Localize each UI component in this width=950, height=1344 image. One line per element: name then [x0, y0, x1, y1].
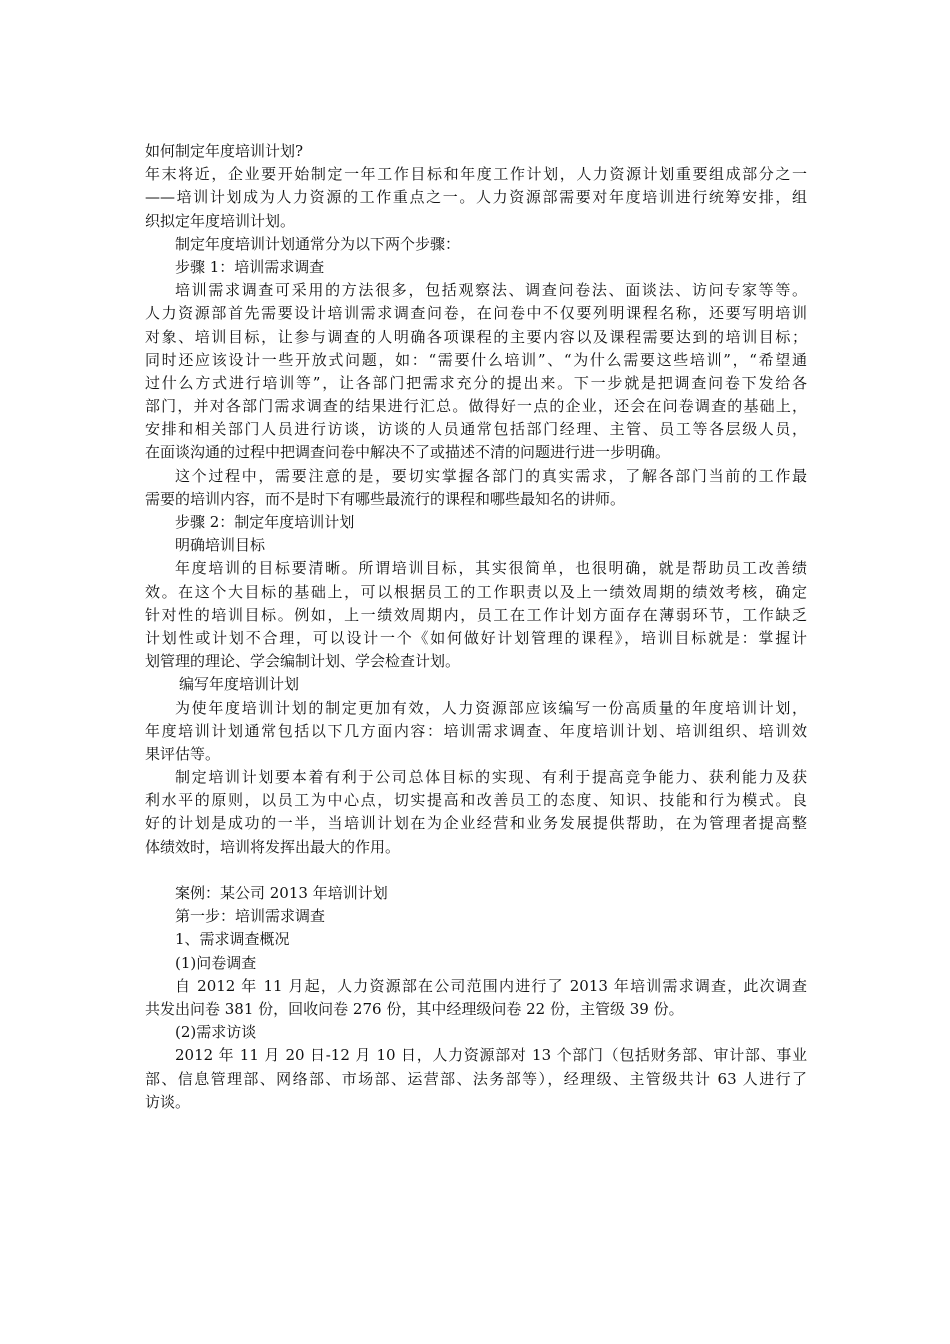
- paragraph-line: 年末将近，企业要开始制定一年工作目标和年度工作计划，人力资源计划重要组成部分之一: [145, 165, 807, 184]
- paragraph-line: 人力资源部首先需要设计培训需求调查问卷，在问卷中不仅要列明课程名称，还要写明培训: [145, 304, 807, 323]
- paragraph-line: 自 2012 年 11 月起，人力资源部在公司范围内进行了 2013 年培训需求调查，此次调查: [175, 976, 807, 995]
- document-title: 如何制定年度培训计划?: [145, 142, 304, 160]
- document-body: [145, 163, 807, 1114]
- paragraph-line: 案例：某公司 2013 年培训计划: [175, 884, 388, 902]
- paragraph-line: 织拟定年度培训计划。: [145, 211, 296, 230]
- paragraph-line: (2)需求访谈: [175, 1023, 257, 1042]
- paragraph-line: 效。在这个大目标的基础上，可以根据员工的工作职责以及上一绩效周期的绩效考核，确定: [145, 582, 807, 601]
- paragraph-line: 明确培训目标: [175, 536, 266, 555]
- paragraph-line: 对象、培训目标，让参与调查的人明确各项课程的主要内容以及课程需要达到的培训目标；: [145, 327, 807, 346]
- paragraph-line: 需要的培训内容，而不是时下有哪些最流行的课程和哪些最知名的讲师。: [145, 489, 626, 508]
- paragraph-line: ——培训计划成为人力资源的工作重点之一。人力资源部需要对年度培训进行统筹安排，组: [145, 188, 807, 207]
- paragraph-line: 同时还应该设计一些开放式问题，如：“需要什么培训”、“为什么需要这些培训”，“希望通: [145, 350, 807, 369]
- paragraph-line: 这个过程中，需要注意的是，要切实掌握各部门的真实需求，了解各部门当前的工作最: [175, 466, 807, 485]
- paragraph-line: 1、需求调查概况: [175, 930, 290, 949]
- paragraph-line: 体绩效时，培训将发挥出最大的作用。: [145, 837, 401, 856]
- paragraph-line: 部门，并对各部门需求调查的结果进行汇总。做得好一点的企业，还会在问卷调查的基础上，: [145, 397, 807, 416]
- paragraph-line: 部、信息管理部、网络部、市场部、运营部、法务部等），经理级、主管级共计 63 人进行了: [145, 1069, 807, 1088]
- paragraph-line: 编写年度培训计划: [179, 675, 300, 694]
- paragraph-line: 步骤 1：培训需求调查: [175, 257, 325, 276]
- paragraph-line: 计划性或计划不合理，可以设计一个《如何做好计划管理的课程》，培训目标就是：掌握计: [145, 628, 807, 647]
- paragraph-line: (1)问卷调查: [175, 953, 257, 972]
- paragraph-line: 果评估等。: [145, 744, 221, 763]
- paragraph-line: 制定培训计划要本着有利于公司总体目标的实现、有利于提高竞争能力、获利能力及获: [175, 768, 807, 787]
- paragraph-line: 培训需求调查可采用的方法很多，包括观察法、调查问卷法、面谈法、访问专家等等。: [175, 281, 807, 300]
- paragraph-line: 划管理的理论、学会编制计划、学会检查计划。: [145, 652, 461, 671]
- paragraph-line: 年度培训的目标要清晰。所谓培训目标，其实很简单，也很明确，就是帮助员工改善绩: [175, 559, 807, 578]
- paragraph-line: 在面谈沟通的过程中把调查问卷中解决不了或描述不清的问题进行进一步明确。: [145, 443, 671, 462]
- paragraph-line: 利水平的原则，以员工为中心点，切实提高和改善员工的态度、知识、技能和行为模式。良: [145, 791, 807, 810]
- paragraph-line: 针对性的培训目标。例如，上一绩效周期内，员工在工作计划方面存在薄弱环节，工作缺乏: [145, 605, 807, 624]
- paragraph-line: 好的计划是成功的一半，当培训计划在为企业经营和业务发展提供帮助，在为管理者提高整: [145, 814, 807, 833]
- paragraph-line: 步骤 2：制定年度培训计划: [175, 513, 355, 531]
- paragraph-line: 安排和相关部门人员进行访谈，访谈的人员通常包括部门经理、主管、员工等各层级人员，: [145, 420, 807, 439]
- paragraph-line: 为使年度培训计划的制定更加有效，人力资源部应该编写一份高质量的年度培训计划，: [175, 698, 807, 717]
- paragraph-line: 制定年度培训计划通常分为以下两个步骤：: [175, 234, 461, 253]
- paragraph-line: 第一步：培训需求调查: [175, 907, 326, 926]
- blank-line: [145, 859, 807, 882]
- paragraph-line: 共发出问卷 381 份，回收问卷 276 份，其中经理级问卷 22 份，主管级 39 份。: [145, 999, 684, 1018]
- paragraph-line: 访谈。: [145, 1092, 191, 1111]
- document-page: [145, 140, 807, 1114]
- paragraph-line: 年度培训计划通常包括以下几方面内容：培训需求调查、年度培训计划、培训组织、培训效: [145, 721, 807, 740]
- paragraph-line: 2012 年 11 月 20 日-12 月 10 日，人力资源部对 13 个部门（包括财务部、审计部、事业: [175, 1046, 807, 1065]
- paragraph-line: 过什么方式进行培训等”，让各部门把需求充分的提出来。下一步就是把调查问卷下发给各: [145, 373, 807, 392]
